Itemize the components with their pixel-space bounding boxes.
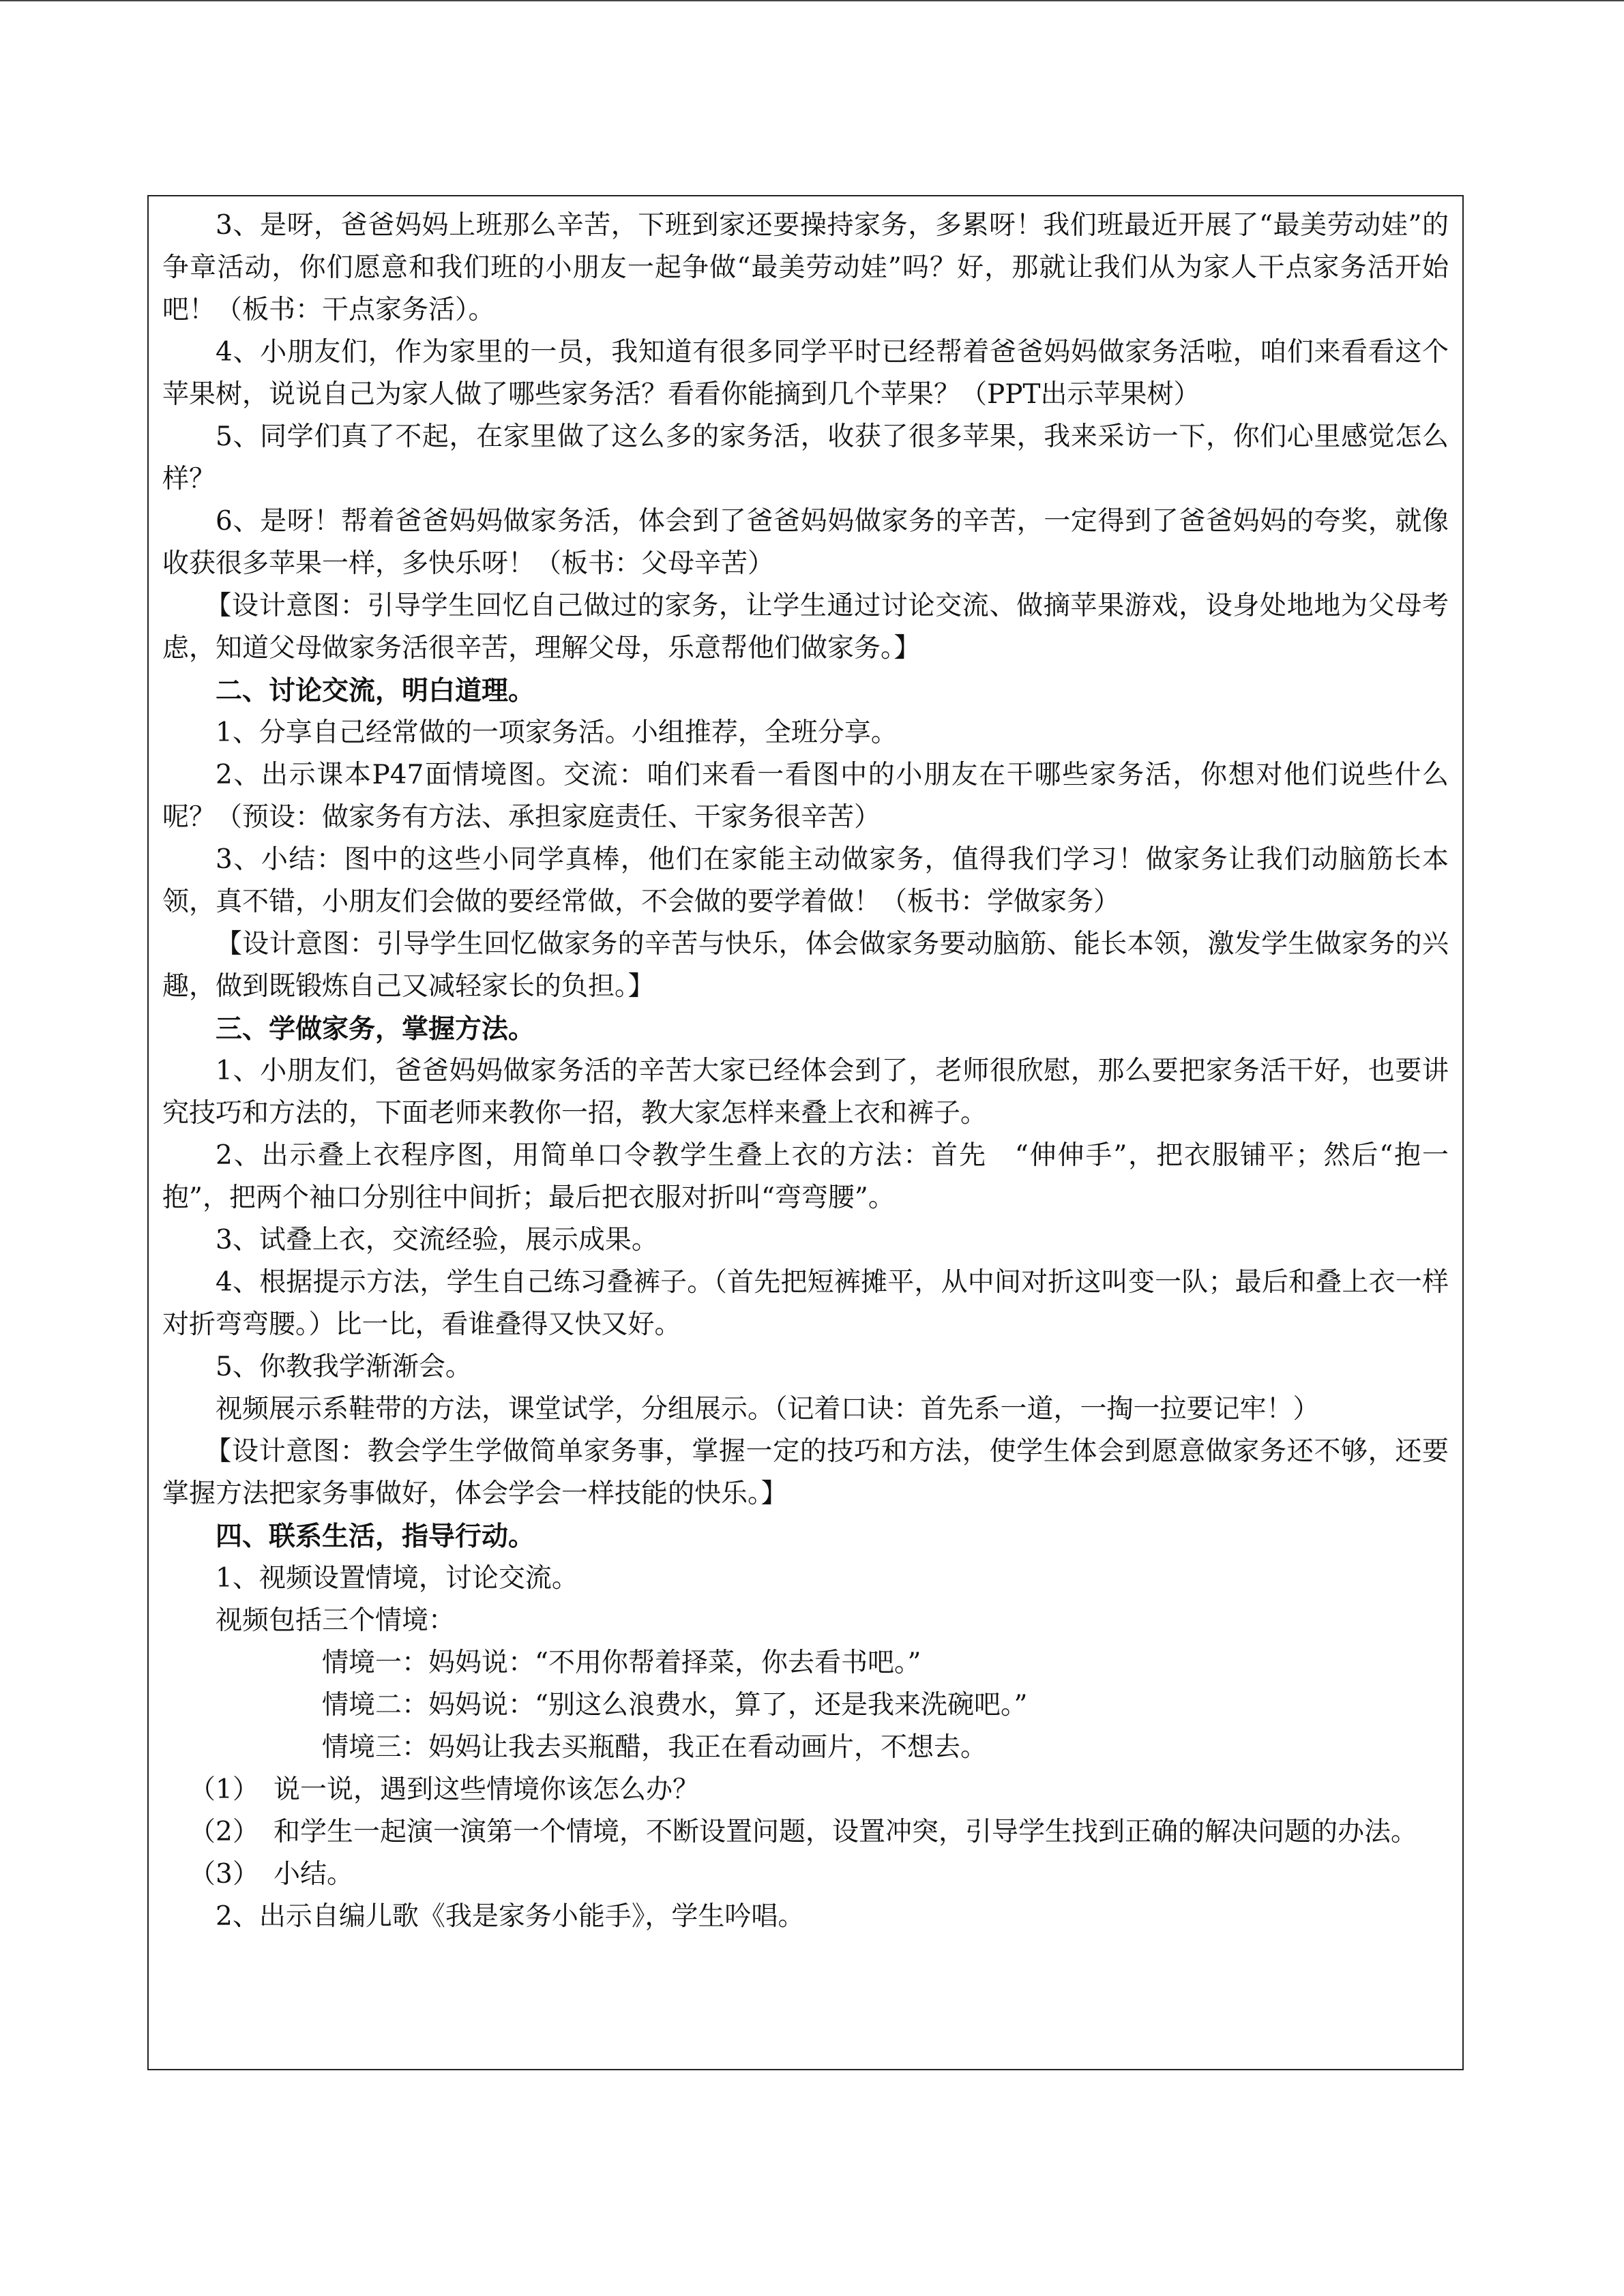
paragraph: 3、是呀，爸爸妈妈上班那么辛苦，下班到家还要操持家务，多累呀！我们班最近开展了“最美劳动娃”的争章活动，你们愿意和我们班的小朋友一起争做“最美劳动娃”吗？好，那就让我们从为家人干点家务活开始吧！（板书：干点家务活）。	[162, 210, 1449, 325]
section-heading: 二、讨论交流，明白道理。	[216, 675, 535, 706]
scenario-line: 情境一：妈妈说：“不用你帮着择菜，你去看书吧。”	[322, 1648, 921, 1678]
paragraph: 视频包括三个情境：	[216, 1605, 456, 1636]
paragraph: 3、试叠上衣，交流经验，展示成果。	[216, 1225, 658, 1255]
paragraph: 5、同学们真了不起，在家里做了这么多的家务活，收获了很多苹果，我来采访一下，你们心里感觉怎么样？	[162, 421, 1449, 494]
top-border-line	[0, 0, 1624, 1]
design-intent-note: 【设计意图：引导学生回忆做家务的辛苦与快乐，体会做家务要动脑筋、能长本领，激发学生做家务的兴趣，做到既锻炼自己又减轻家长的负担。】	[162, 929, 1449, 1002]
section-heading: 四、联系生活，指导行动。	[216, 1521, 535, 1552]
paragraph: 1、视频设置情境，讨论交流。	[216, 1563, 578, 1594]
design-intent-note: 【设计意图：引导学生回忆自己做过的家务，让学生通过讨论交流、做摘苹果游戏，设身处地地为父母考虑，知道父母做家务活很辛苦，理解父母，乐意帮他们做家务。】	[162, 591, 1449, 664]
item-text: 说一说，遇到这些情境你该怎么办？	[274, 1774, 700, 1805]
paragraph: 2、出示课本P47面情境图。交流：咱们来看一看图中的小朋友在干哪些家务活，你想对他们说些什么呢？（预设：做家务有方法、承担家庭责任、干家务很辛苦）	[162, 760, 1449, 833]
item-number: （3）	[189, 1859, 259, 1890]
paragraph: 4、根据提示方法，学生自己练习叠裤子。（首先把短裤摊平，从中间对折这叫变一队；最后和叠上衣一样对折弯弯腰。）比一比，看谁叠得又快又好。	[162, 1267, 1449, 1340]
numbered-item	[162, 1811, 1449, 1853]
paragraph: 4、小朋友们，作为家里的一员，我知道有很多同学平时已经帮着爸爸妈妈做家务活啦，咱们来看看这个苹果树，说说自己为家人做了哪些家务活？看看你能摘到几个苹果？（PPT出示苹果树）	[162, 337, 1449, 410]
scenario-line: 情境二：妈妈说：“别这么浪费水，算了，还是我来洗碗吧。”	[322, 1690, 1028, 1720]
paragraph: 1、分享自己经常做的一项家务活。小组推荐，全班分享。	[216, 717, 898, 748]
paragraph: 视频展示系鞋带的方法，课堂试学，分组展示。（记着口诀：首先系一道，一掏一拉要记牢！）	[216, 1394, 1320, 1425]
scenario-line: 情境三：妈妈让我去买瓶醋，我正在看动画片，不想去。	[322, 1732, 988, 1763]
paragraph: 1、小朋友们，爸爸妈妈做家务活的辛苦大家已经体会到了，老师很欣慰，那么要把家务活干好，也要讲究技巧和方法的，下面老师来教你一招，教大家怎样来叠上衣和裤子。	[162, 1056, 1449, 1129]
item-number: （2）	[189, 1817, 259, 1847]
paragraph: 2、出示叠上衣程序图，用简单口令教学生叠上衣的方法：首先 “伸伸手”，把衣服铺平；然后“抱一抱”，把两个袖口分别往中间折；最后把衣服对折叫“弯弯腰”。	[162, 1140, 1449, 1213]
numbered-item	[162, 1853, 1449, 1896]
paragraph: 6、是呀！帮着爸爸妈妈做家务活，体会到了爸爸妈妈做家务的辛苦，一定得到了爸爸妈妈的夸奖，就像收获很多苹果一样，多快乐呀！（板书：父母辛苦）	[162, 506, 1449, 579]
item-text: 小结。	[274, 1859, 354, 1890]
item-number: （1）	[189, 1774, 259, 1805]
section-heading: 三、学做家务，掌握方法。	[216, 1013, 535, 1045]
design-intent-note: 【设计意图：教会学生学做简单家务事，掌握一定的技巧和方法，使学生体会到愿意做家务还不够，还要掌握方法把家务事做好，体会学会一样技能的快乐。】	[162, 1436, 1449, 1509]
lesson-plan-table-cell	[147, 195, 1464, 2070]
numbered-item	[162, 1769, 1449, 1811]
paragraph: 2、出示自编儿歌《我是家务小能手》，学生吟唱。	[216, 1901, 805, 1932]
paragraph: 3、小结：图中的这些小同学真棒，他们在家能主动做家务，值得我们学习！做家务让我们动脑筋长本领，真不错，小朋友们会做的要经常做，不会做的要学着做！（板书：学做家务）	[162, 844, 1449, 917]
item-text: 和学生一起演一演第一个情境，不断设置问题，设置冲突，引导学生找到正确的解决问题的办法。	[274, 1817, 1418, 1847]
paragraph: 5、你教我学渐渐会。	[216, 1352, 472, 1382]
